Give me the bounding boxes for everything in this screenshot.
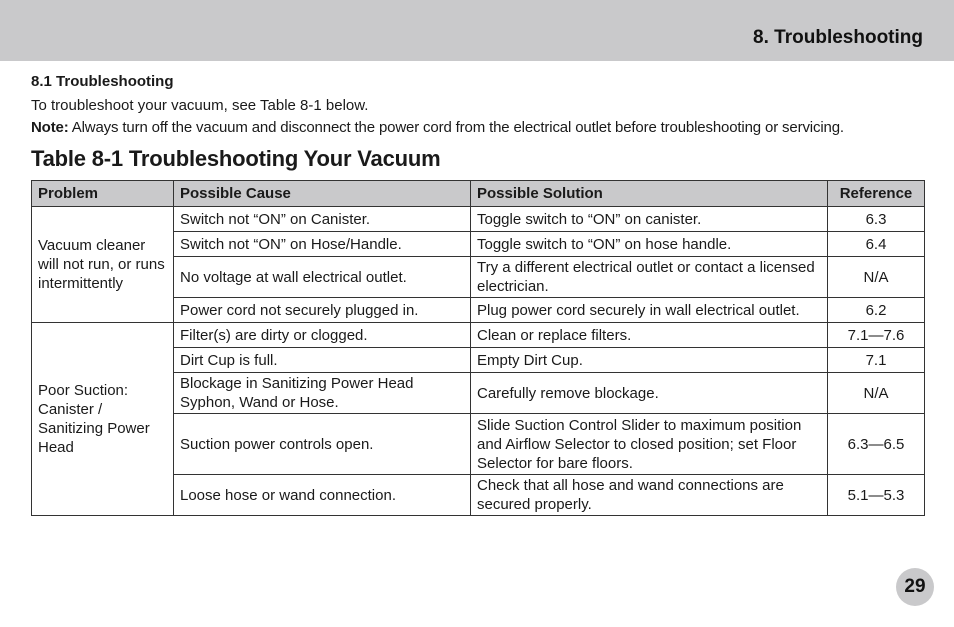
note-text <box>31 119 844 136</box>
note-label: Note: <box>31 119 69 136</box>
table-title: Table 8-1 Troubleshooting Your Vacuum <box>31 146 441 171</box>
reference-cell: 5.1—5.3 <box>828 475 925 516</box>
cause-cell: Power cord not securely plugged in. <box>174 298 471 323</box>
page-number: 29 <box>896 568 934 606</box>
reference-cell: 6.4 <box>828 232 925 257</box>
problem-cell: Poor Suction: Canister / Sanitizing Power Head <box>32 323 174 516</box>
cause-cell: Filter(s) are dirty or clogged. <box>174 323 471 348</box>
reference-cell: N/A <box>828 257 925 298</box>
table-header-row <box>32 181 925 207</box>
note-body: Always turn off the vacuum and disconnect the power cord from the electrical outlet before troubleshooting or servicing. <box>68 119 844 136</box>
cause-cell: Dirt Cup is full. <box>174 348 471 373</box>
cause-cell: Blockage in Sanitizing Power Head Syphon, Wand or Hose. <box>174 373 471 414</box>
header-reference: Reference <box>828 181 925 207</box>
header-possible-cause: Possible Cause <box>174 181 471 207</box>
solution-cell: Toggle switch to “ON” on canister. <box>471 207 828 232</box>
intro-text: To troubleshoot your vacuum, see Table 8-1 below. <box>31 97 369 114</box>
table-row <box>32 323 925 348</box>
cause-cell: Switch not “ON” on Hose/Handle. <box>174 232 471 257</box>
cause-cell: Loose hose or wand connection. <box>174 475 471 516</box>
solution-cell: Plug power cord securely in wall electrical outlet. <box>471 298 828 323</box>
reference-cell: 6.3 <box>828 207 925 232</box>
problem-cell: Vacuum cleaner will not run, or runs intermittently <box>32 207 174 323</box>
reference-cell: 7.1—7.6 <box>828 323 925 348</box>
cause-cell: Switch not “ON” on Canister. <box>174 207 471 232</box>
solution-cell: Check that all hose and wand connections are secured properly. <box>471 475 828 516</box>
reference-cell: 6.3—6.5 <box>828 414 925 475</box>
solution-cell: Toggle switch to “ON” on hose handle. <box>471 232 828 257</box>
table-row <box>32 207 925 232</box>
troubleshooting-table <box>31 180 925 516</box>
reference-cell: N/A <box>828 373 925 414</box>
header-possible-solution: Possible Solution <box>471 181 828 207</box>
chapter-title: 8. Troubleshooting <box>753 27 923 48</box>
cause-cell: No voltage at wall electrical outlet. <box>174 257 471 298</box>
solution-cell: Clean or replace filters. <box>471 323 828 348</box>
solution-cell: Try a different electrical outlet or contact a licensed electrician. <box>471 257 828 298</box>
section-heading: 8.1 Troubleshooting <box>31 73 174 90</box>
reference-cell: 7.1 <box>828 348 925 373</box>
solution-cell: Slide Suction Control Slider to maximum position and Airflow Selector to closed position; set Floor Selector for bare floors. <box>471 414 828 475</box>
reference-cell: 6.2 <box>828 298 925 323</box>
cause-cell: Suction power controls open. <box>174 414 471 475</box>
header-problem: Problem <box>32 181 174 207</box>
solution-cell: Empty Dirt Cup. <box>471 348 828 373</box>
solution-cell: Carefully remove blockage. <box>471 373 828 414</box>
